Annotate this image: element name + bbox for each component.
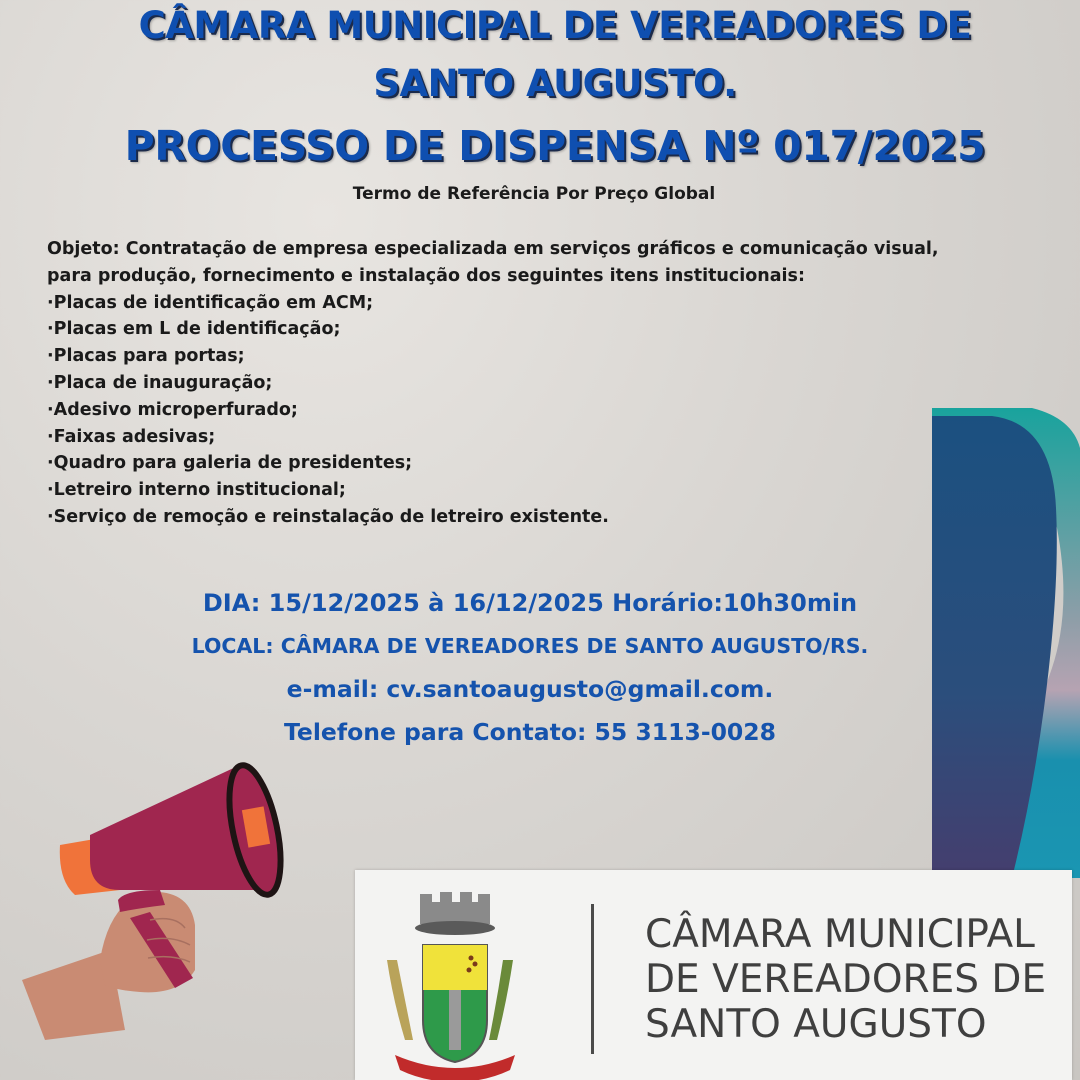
objeto-section: [47, 236, 1057, 531]
list-item: · Letreiro interno institucional;: [47, 477, 1057, 504]
list-item: · Placas de identificação em ACM;: [47, 290, 1057, 317]
list-item: · Placas para portas;: [47, 343, 1057, 370]
objeto-intro-1: Objeto: Contratação de empresa especializada em serviços gráficos e comunicação visual,: [47, 239, 939, 259]
contact-phone: Telefone para Contato: 55 3113-0028: [284, 718, 776, 746]
subtitle: Termo de Referência Por Preço Global: [352, 184, 716, 204]
title-process-number: PROCESSO DE DISPENSA Nº 017/2025: [124, 122, 986, 170]
logo-line-2: DE VEREADORES DE: [645, 957, 1047, 1002]
event-location: LOCAL: CÂMARA DE VEREADORES DE SANTO AUGUSTO/RS.: [191, 634, 869, 658]
council-logo-banner: [355, 870, 1072, 1080]
logo-wordmark: [645, 912, 1046, 1047]
list-item: · Serviço de remoção e reinstalação de letreiro existente.: [47, 504, 1057, 531]
list-item: · Quadro para galeria de presidentes;: [47, 450, 1057, 477]
objeto-items-list: [47, 290, 1057, 531]
logo-line-1: CÂMARA MUNICIPAL: [645, 912, 1035, 957]
list-item: · Faixas adesivas;: [47, 424, 1057, 451]
logo-divider: [591, 904, 594, 1054]
megaphone-icon: [0, 740, 320, 1080]
list-item: · Placa de inauguração;: [47, 370, 1057, 397]
event-date-time: DIA: 15/12/2025 à 16/12/2025 Horário:10h30min: [202, 589, 858, 617]
list-item: · Placas em L de identificação;: [47, 316, 1057, 343]
logo-line-3: SANTO AUGUSTO: [645, 1002, 987, 1047]
event-info: [0, 582, 1060, 754]
contact-email: e-mail: cv.santoaugusto@gmail.com.: [286, 675, 774, 703]
title-line-2: SANTO AUGUSTO.: [373, 62, 737, 105]
decorative-wave-shape: [932, 408, 1080, 878]
objeto-intro-2: para produção, fornecimento e instalação dos seguintes itens institucionais:: [47, 265, 805, 286]
title-line-1: CÂMARA MUNICIPAL DE VEREADORES DE: [138, 4, 972, 47]
list-item: · Adesivo microperfurado;: [47, 397, 1057, 424]
municipal-coat-of-arms-icon: [375, 890, 525, 1080]
